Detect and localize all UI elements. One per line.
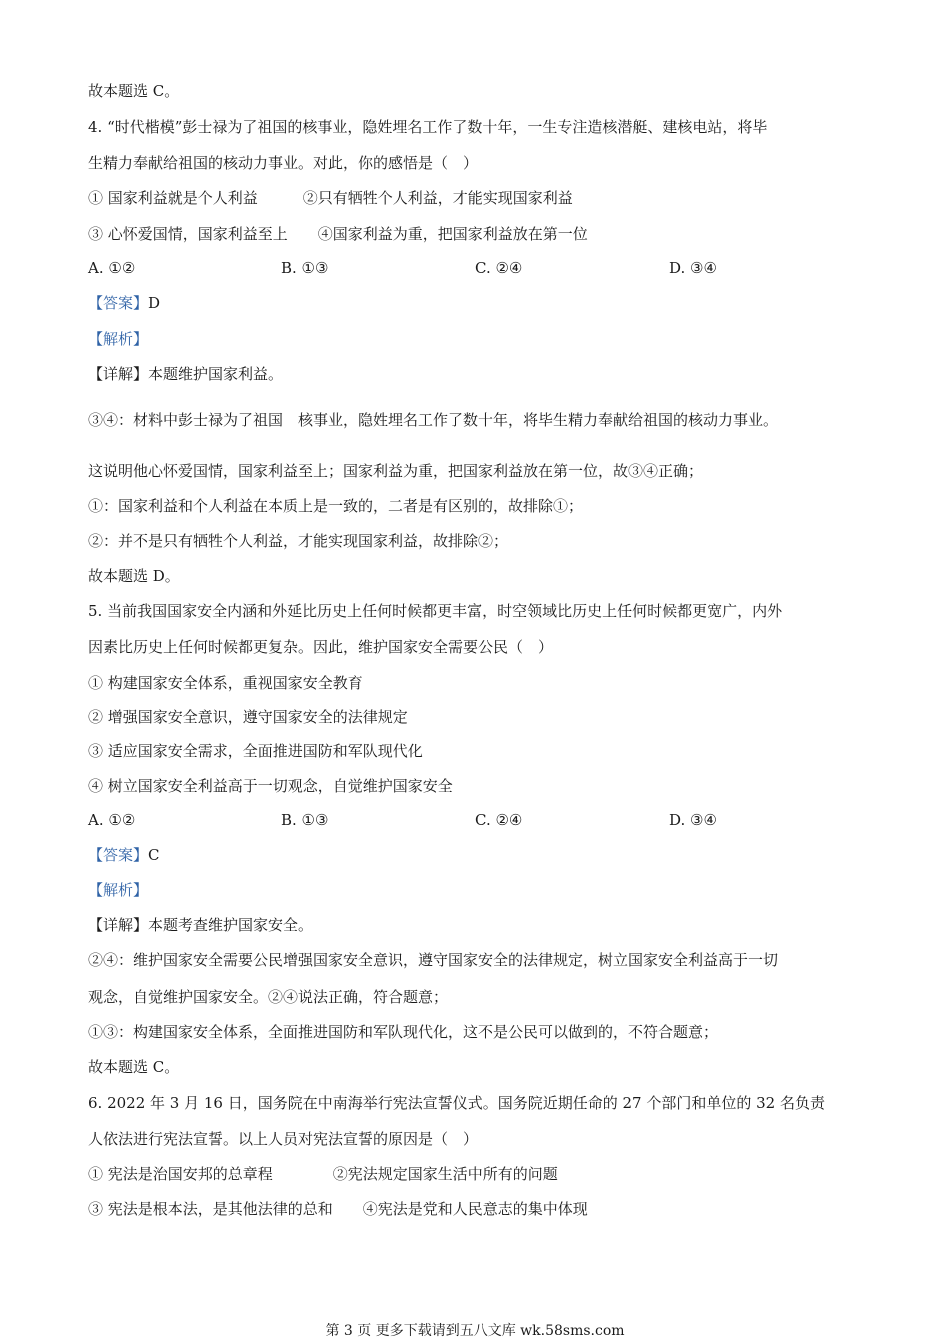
q5-statement-1: ① 构建国家安全体系，重视国家安全教育 bbox=[88, 674, 363, 692]
answer-tag: 【答案】 bbox=[88, 846, 149, 864]
q4-explanation-line3: ①：国家利益和个人利益在本质上是一致的，二者是有区别的，故排除①； bbox=[88, 497, 584, 515]
q4-stem-line1: 4. “时代楷模”彭士禄为了祖国的核事业，隐姓埋名工作了数十年，一生专注造核潜艇、建核电站，将毕 bbox=[88, 118, 768, 136]
q4-detail bbox=[88, 364, 283, 384]
q4-statements-3-4: ③ 心怀爱国情，国家利益至上 ④国家利益为重，把国家利益放在第一位 bbox=[88, 225, 588, 243]
q4-answer-value: D bbox=[148, 294, 161, 312]
analysis-tag: 【解析】 bbox=[88, 881, 149, 899]
q4-explanation-line4: ②：并不是只有牺牲个人利益，才能实现国家利益，故排除②； bbox=[88, 532, 509, 550]
q4-explanation-line2: 这说明他心怀爱国情，国家利益至上；国家利益为重，把国家利益放在第一位，故③④正确； bbox=[88, 462, 704, 480]
q5-option-a: A. ①② bbox=[88, 811, 136, 829]
q4-option-d: D. ③④ bbox=[669, 259, 717, 277]
q4-option-b: B. ①③ bbox=[281, 259, 329, 277]
q4-explanation-line1: ③④：材料中彭士禄为了祖国 核事业，隐姓埋名工作了数十年，将毕生精力奉献给祖国的核动力事业。 bbox=[88, 411, 779, 429]
q5-answer-value: C bbox=[148, 846, 160, 864]
q5-option-c: C. ②④ bbox=[475, 811, 523, 829]
q5-detail-text: 本题考查维护国家安全。 bbox=[148, 916, 314, 934]
detail-tag: 【详解】 bbox=[88, 365, 149, 383]
q5-explanation-line2: 观念，自觉维护国家安全。②④说法正确，符合题意； bbox=[88, 988, 449, 1006]
q5-analysis-tag bbox=[88, 880, 148, 900]
analysis-tag: 【解析】 bbox=[88, 330, 149, 348]
q5-statement-4: ④ 树立国家安全利益高于一切观念，自觉维护国家安全 bbox=[88, 777, 453, 795]
q4-option-c: C. ②④ bbox=[475, 259, 523, 277]
q5-option-d: D. ③④ bbox=[669, 811, 717, 829]
q5-answer bbox=[88, 845, 160, 865]
q3-conclusion: 故本题选 C。 bbox=[88, 82, 180, 100]
q5-statement-3: ③ 适应国家安全需求，全面推进国防和军队现代化 bbox=[88, 742, 423, 760]
q4-analysis-tag bbox=[88, 329, 148, 349]
page-footer: 第 3 页 更多下载请到五八文库 wk.58sms.com bbox=[325, 1323, 625, 1339]
q5-stem-line1: 5. 当前我国国家安全内涵和外延比历史上任何时候都更丰富，时空领域比历史上任何时候都更宽广，内外 bbox=[88, 602, 783, 620]
q4-option-a: A. ①② bbox=[88, 259, 136, 277]
q4-conclusion: 故本题选 D。 bbox=[88, 567, 180, 585]
answer-tag: 【答案】 bbox=[88, 294, 149, 312]
q5-statement-2: ② 增强国家安全意识，遵守国家安全的法律规定 bbox=[88, 708, 408, 726]
q6-statements-3-4: ③ 宪法是根本法，是其他法律的总和 ④宪法是党和人民意志的集中体现 bbox=[88, 1200, 588, 1218]
q5-detail bbox=[88, 915, 313, 935]
q4-answer bbox=[88, 293, 160, 313]
q4-stem-line2: 生精力奉献给祖国的核动力事业。对此，你的感悟是（ ） bbox=[88, 154, 479, 172]
q4-statements-1-2: ① 国家利益就是个人利益 ②只有牺牲个人利益，才能实现国家利益 bbox=[88, 189, 573, 207]
q6-statements-1-2: ① 宪法是治国安邦的总章程 ②宪法规定国家生活中所有的问题 bbox=[88, 1165, 558, 1183]
q4-detail-text: 本题维护国家利益。 bbox=[148, 365, 284, 383]
detail-tag: 【详解】 bbox=[88, 916, 149, 934]
q6-stem-line1: 6. 2022 年 3 月 16 日，国务院在中南海举行宪法宣誓仪式。国务院近期任命的 27 个部门和单位的 32 名负责 bbox=[88, 1094, 825, 1112]
q5-explanation-line1: ②④：维护国家安全需要公民增强国家安全意识，遵守国家安全的法律规定，树立国家安全利益高于一切 bbox=[88, 951, 779, 969]
q5-explanation-line3: ①③：构建国家安全体系，全面推进国防和军队现代化，这不是公民可以做到的，不符合题意； bbox=[88, 1023, 719, 1041]
q5-stem-line2: 因素比历史上任何时候都更复杂。因此，维护国家安全需要公民（ ） bbox=[88, 638, 554, 656]
q6-stem-line2: 人依法进行宪法宣誓。以上人员对宪法宣誓的原因是（ ） bbox=[88, 1130, 479, 1148]
q5-option-b: B. ①③ bbox=[281, 811, 329, 829]
q5-conclusion: 故本题选 C。 bbox=[88, 1058, 180, 1076]
